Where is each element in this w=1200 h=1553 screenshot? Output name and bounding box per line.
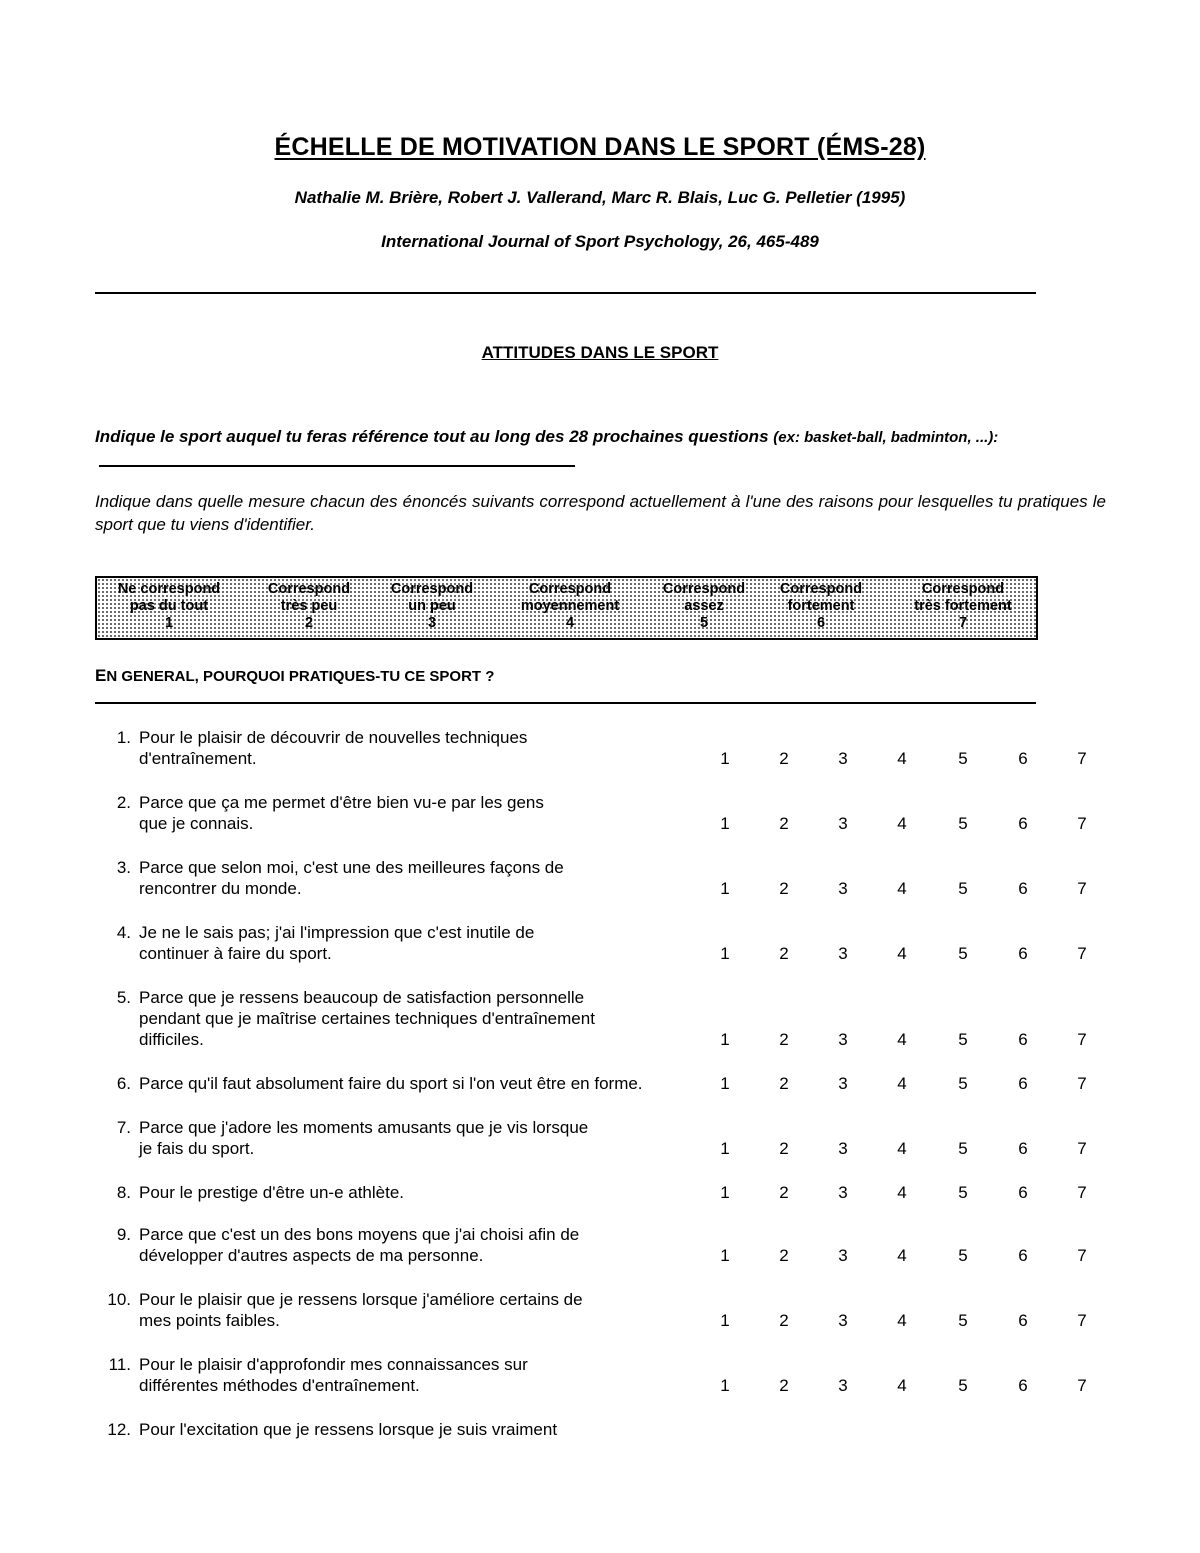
- question-text: [139, 727, 739, 769]
- page-title: ÉCHELLE DE MOTIVATION DANS LE SPORT (ÉMS-28): [274, 133, 926, 161]
- question-text-line: difficiles.: [139, 1030, 204, 1049]
- rating-option-7[interactable]: 7: [1077, 1074, 1087, 1093]
- question-item: [95, 987, 1135, 1050]
- rating-option-7[interactable]: 7: [1077, 879, 1087, 898]
- question-text-line: Parce qu'il faut absolument faire du sport si l'on veut être en forme.: [139, 1074, 643, 1093]
- question-item: [95, 1073, 1135, 1094]
- question-text: [139, 1354, 739, 1396]
- rating-option-4[interactable]: 4: [897, 1183, 907, 1202]
- rating-option-7[interactable]: 7: [1077, 944, 1087, 963]
- rating-option-1[interactable]: 1: [720, 1311, 730, 1330]
- question-number: 5.: [116, 988, 131, 1007]
- scale-option-label-line-2: assez: [684, 598, 724, 614]
- sport-question-text: Indique le sport auquel tu feras référence tout au long des 28 prochaines questions: [95, 427, 769, 446]
- rating-option-2[interactable]: 2: [779, 1030, 789, 1049]
- rating-option-1[interactable]: 1: [720, 1139, 730, 1158]
- question-number: 2.: [116, 793, 131, 812]
- scale-option-label-line-2: très peu: [280, 598, 338, 614]
- rating-option-6[interactable]: 6: [1018, 944, 1028, 963]
- scale-option-label-line-1: Correspond: [779, 581, 863, 597]
- rating-option-7[interactable]: 7: [1077, 749, 1087, 768]
- question-text: [139, 792, 739, 834]
- sport-question: [95, 426, 1106, 473]
- rating-option-5[interactable]: 5: [958, 944, 968, 963]
- scale-option-label-line-1: Correspond: [528, 581, 612, 597]
- rating-option-2[interactable]: 2: [779, 814, 789, 833]
- items-divider: [95, 702, 1036, 704]
- header-divider: [95, 292, 1036, 294]
- rating-option-7[interactable]: 7: [1077, 1183, 1087, 1202]
- scale-option-4: [505, 581, 635, 632]
- journal-citation: International Journal of Sport Psychology, 26, 465-489: [381, 232, 819, 251]
- question-text-line: je fais du sport.: [139, 1139, 255, 1158]
- question-text: [139, 1117, 739, 1159]
- rating-option-6[interactable]: 6: [1018, 1376, 1028, 1395]
- rating-option-5[interactable]: 5: [958, 1074, 968, 1093]
- question-text-line: Pour l'excitation que je ressens lorsque je suis vraiment: [139, 1420, 558, 1439]
- rating-option-1[interactable]: 1: [720, 1183, 730, 1202]
- rating-option-4[interactable]: 4: [897, 1139, 907, 1158]
- sport-answer-field[interactable]: [99, 449, 575, 467]
- question-item: [95, 922, 1135, 964]
- rating-option-3[interactable]: 3: [838, 1311, 848, 1330]
- general-question-initial: E: [95, 666, 107, 685]
- scale-option-label-line-2: un peu: [408, 598, 456, 614]
- rating-option-2[interactable]: 2: [779, 1074, 789, 1093]
- question-text: [139, 1224, 739, 1266]
- rating-option-5[interactable]: 5: [958, 814, 968, 833]
- question-item: [95, 1354, 1135, 1396]
- rating-option-2[interactable]: 2: [779, 1183, 789, 1202]
- rating-option-4[interactable]: 4: [897, 1030, 907, 1049]
- rating-option-6[interactable]: 6: [1018, 749, 1028, 768]
- rating-option-6[interactable]: 6: [1018, 879, 1028, 898]
- rating-option-7[interactable]: 7: [1077, 814, 1087, 833]
- rating-option-7[interactable]: 7: [1077, 1030, 1087, 1049]
- scale-option-label-line-1: Correspond: [390, 581, 474, 597]
- rating-option-2[interactable]: 2: [779, 1139, 789, 1158]
- rating-option-2[interactable]: 2: [779, 749, 789, 768]
- scale-option-label-line-1: Ne correspond: [117, 581, 221, 597]
- rating-option-2[interactable]: 2: [779, 1376, 789, 1395]
- question-text-line: pendant que je maîtrise certaines techniques d'entraînement: [139, 1009, 595, 1028]
- scale-option-label-line-1: Correspond: [662, 581, 746, 597]
- rating-option-4[interactable]: 4: [897, 1376, 907, 1395]
- question-item: [95, 1117, 1135, 1159]
- question-number: 11.: [108, 1355, 131, 1374]
- rating-option-7[interactable]: 7: [1077, 1311, 1087, 1330]
- rating-option-5[interactable]: 5: [958, 1246, 968, 1265]
- question-text: [139, 922, 739, 964]
- question-number: 12.: [107, 1420, 131, 1439]
- question-text: [139, 1073, 739, 1094]
- question-number: 3.: [116, 858, 131, 877]
- question-text-line: Parce que je ressens beaucoup de satisfaction personnelle: [139, 988, 585, 1007]
- scale-option-5: [644, 581, 764, 632]
- rating-option-1[interactable]: 1: [720, 1074, 730, 1093]
- rating-option-2[interactable]: 2: [779, 944, 789, 963]
- rating-option-1[interactable]: 1: [720, 1246, 730, 1265]
- scale-option-value: 4: [565, 615, 575, 631]
- question-text: [139, 987, 739, 1050]
- question-item: [95, 1224, 1135, 1266]
- scale-option-2: [249, 581, 369, 632]
- rating-option-4[interactable]: 4: [897, 944, 907, 963]
- instructions: Indique dans quelle mesure chacun des énoncés suivants correspond actuellement à l'une des raisons pour lesquelles tu pratiques le sport que tu viens d'identifier.: [95, 492, 1106, 534]
- rating-option-2[interactable]: 2: [779, 1311, 789, 1330]
- rating-option-6[interactable]: 6: [1018, 1074, 1028, 1093]
- scale-option-6: [761, 581, 881, 632]
- question-text: [139, 1289, 739, 1331]
- scale-option-value: 3: [427, 615, 437, 631]
- question-text-line: mes points faibles.: [139, 1311, 280, 1330]
- general-question-text: N GENERAL, POURQUOI PRATIQUES-TU CE SPORT ?: [106, 668, 495, 685]
- sport-question-example: (ex: basket-ball, badminton, ...):: [773, 429, 999, 446]
- scale-option-label-line-2: moyennement: [520, 598, 620, 614]
- rating-option-3[interactable]: 3: [838, 814, 848, 833]
- scale-option-label-line-2: pas du tout: [129, 598, 209, 614]
- rating-option-1[interactable]: 1: [720, 944, 730, 963]
- rating-option-4[interactable]: 4: [897, 814, 907, 833]
- rating-option-3[interactable]: 3: [838, 1030, 848, 1049]
- question-text-line: Pour le plaisir de découvrir de nouvelles techniques: [139, 728, 528, 747]
- question-text-line: Parce que selon moi, c'est une des meilleures façons de: [139, 858, 564, 877]
- rating-option-1[interactable]: 1: [720, 1376, 730, 1395]
- rating-option-3[interactable]: 3: [838, 1139, 848, 1158]
- question-text-line: Pour le plaisir d'approfondir mes connaissances sur: [139, 1355, 528, 1374]
- rating-option-6[interactable]: 6: [1018, 1246, 1028, 1265]
- scale-option-value: 7: [958, 615, 968, 631]
- rating-option-4[interactable]: 4: [897, 749, 907, 768]
- scale-option-label-line-1: Correspond: [267, 581, 351, 597]
- scale-option-value: 2: [304, 615, 314, 631]
- rating-option-2[interactable]: 2: [779, 1246, 789, 1265]
- question-number: 4.: [116, 923, 131, 942]
- rating-option-3[interactable]: 3: [838, 879, 848, 898]
- question-text: [139, 1182, 739, 1203]
- question-text-line: Pour le prestige d'être un-e athlète.: [139, 1183, 405, 1202]
- question-item: [95, 1182, 1135, 1203]
- question-item: [95, 1289, 1135, 1331]
- question-text-line: Parce que c'est un des bons moyens que j'ai choisi afin de: [139, 1225, 580, 1244]
- question-text-line: que je connais.: [139, 814, 254, 833]
- question-text-line: continuer à faire du sport.: [139, 944, 332, 963]
- scale-option-value: 5: [699, 615, 709, 631]
- rating-option-5[interactable]: 5: [958, 1311, 968, 1330]
- rating-option-4[interactable]: 4: [897, 1074, 907, 1093]
- question-text-line: développer d'autres aspects de ma personne.: [139, 1246, 484, 1265]
- rating-option-3[interactable]: 3: [838, 944, 848, 963]
- question-item: [95, 1419, 1135, 1440]
- rating-option-2[interactable]: 2: [779, 879, 789, 898]
- question-number: 7.: [116, 1118, 131, 1137]
- section-title: ATTITUDES DANS LE SPORT: [481, 343, 719, 362]
- question-item: [95, 792, 1135, 834]
- rating-option-5[interactable]: 5: [958, 879, 968, 898]
- rating-option-6[interactable]: 6: [1018, 1183, 1028, 1202]
- question-number: 1.: [116, 728, 131, 747]
- question-text-line: d'entraînement.: [139, 749, 257, 768]
- response-scale-legend: [95, 576, 1038, 640]
- scale-option-label-line-1: Correspond: [921, 581, 1005, 597]
- question-text: [139, 857, 739, 899]
- scale-option-value: 1: [164, 615, 174, 631]
- rating-option-6[interactable]: 6: [1018, 1030, 1028, 1049]
- rating-option-6[interactable]: 6: [1018, 1311, 1028, 1330]
- rating-option-5[interactable]: 5: [958, 1139, 968, 1158]
- rating-option-3[interactable]: 3: [838, 1183, 848, 1202]
- question-text-line: Parce que ça me permet d'être bien vu-e par les gens: [139, 793, 544, 812]
- question-number: 10.: [107, 1290, 131, 1309]
- rating-option-6[interactable]: 6: [1018, 1139, 1028, 1158]
- rating-option-5[interactable]: 5: [958, 1030, 968, 1049]
- rating-option-7[interactable]: 7: [1077, 1139, 1087, 1158]
- scale-option-3: [372, 581, 492, 632]
- question-number: 8.: [116, 1183, 131, 1202]
- rating-option-1[interactable]: 1: [720, 1030, 730, 1049]
- rating-option-3[interactable]: 3: [838, 1246, 848, 1265]
- question-text-line: rencontrer du monde.: [139, 879, 302, 898]
- rating-option-6[interactable]: 6: [1018, 814, 1028, 833]
- rating-option-7[interactable]: 7: [1077, 1376, 1087, 1395]
- scale-option-1: [99, 581, 239, 632]
- question-item: [95, 727, 1135, 769]
- rating-option-5[interactable]: 5: [958, 1376, 968, 1395]
- rating-option-4[interactable]: 4: [897, 1246, 907, 1265]
- question-number: 6.: [116, 1074, 131, 1093]
- rating-option-3[interactable]: 3: [838, 1376, 848, 1395]
- question-text-line: Pour le plaisir que je ressens lorsque j'améliore certains de: [139, 1290, 583, 1309]
- rating-option-4[interactable]: 4: [897, 1311, 907, 1330]
- rating-option-1[interactable]: 1: [720, 749, 730, 768]
- question-text-line: Je ne le sais pas; j'ai l'impression que c'est inutile de: [139, 923, 535, 942]
- general-question-heading: [95, 666, 494, 686]
- rating-option-3[interactable]: 3: [838, 1074, 848, 1093]
- question-number: 9.: [116, 1225, 131, 1244]
- rating-option-5[interactable]: 5: [958, 1183, 968, 1202]
- question-text: [139, 1419, 739, 1440]
- question-item: [95, 857, 1135, 899]
- rating-option-5[interactable]: 5: [958, 749, 968, 768]
- question-text-line: différentes méthodes d'entraînement.: [139, 1376, 420, 1395]
- rating-option-1[interactable]: 1: [720, 814, 730, 833]
- scale-option-label-line-2: très fortement: [914, 598, 1012, 614]
- rating-option-4[interactable]: 4: [897, 879, 907, 898]
- rating-option-7[interactable]: 7: [1077, 1246, 1087, 1265]
- rating-option-3[interactable]: 3: [838, 749, 848, 768]
- question-text-line: Parce que j'adore les moments amusants que je vis lorsque: [139, 1118, 589, 1137]
- scale-option-value: 6: [816, 615, 826, 631]
- authors-line: Nathalie M. Brière, Robert J. Vallerand, Marc R. Blais, Luc G. Pelletier (1995): [294, 188, 906, 207]
- scale-option-label-line-2: fortement: [787, 598, 855, 614]
- scale-option-7: [891, 581, 1036, 632]
- rating-option-1[interactable]: 1: [720, 879, 730, 898]
